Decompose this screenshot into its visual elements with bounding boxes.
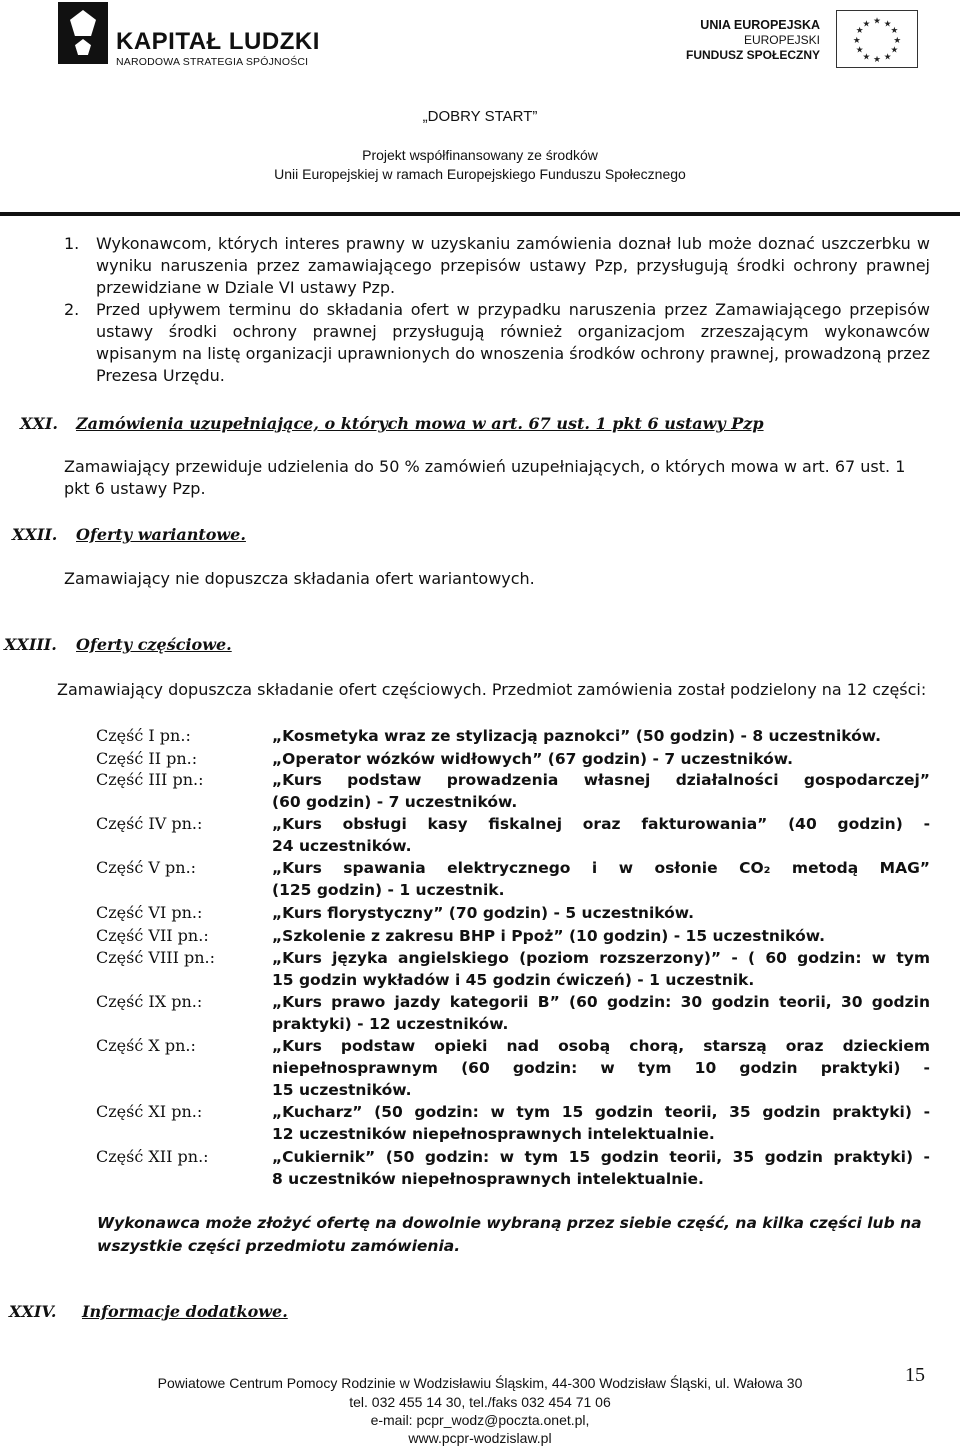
svg-text:★: ★ <box>862 52 871 63</box>
svg-text:★: ★ <box>883 52 892 63</box>
part-description-line: „Kurs podstaw opieki nad osobą chorą, starszą oraz dzieckiem <box>272 1037 930 1055</box>
section-xxii-number: XXII. <box>12 525 58 544</box>
header-divider <box>0 212 960 216</box>
part-description-line: 12 uczestników niepełnosprawnych intelektualnie. <box>272 1125 715 1143</box>
eu-logo-text <box>686 18 820 63</box>
part-label: Część VI pn.: <box>96 903 203 922</box>
section-xxiii-number: XXIII. <box>4 635 57 654</box>
kapital-ludzki-logo <box>58 2 350 74</box>
part-label: Część V pn.: <box>96 858 197 877</box>
closing-note: Wykonawca może złożyć ofertę na dowolnie wybraną przez siebie część, na kilka części lub na wszystkie części przedmiotu zamówienia. <box>97 1214 922 1255</box>
svg-text:★: ★ <box>890 26 899 37</box>
part-description <box>272 991 930 1035</box>
part-description-line: „Kucharz” (50 godzin: w tym 15 godzin teorii, 35 godzin praktyki) - <box>272 1103 930 1121</box>
section-xxi-title <box>76 413 764 435</box>
section-xxiv-number: XXIV. <box>9 1302 57 1321</box>
part-description-line: „Kurs florystyczny” (70 godzin) - 5 uczestników. <box>272 904 695 922</box>
part-description <box>272 1146 930 1190</box>
part-label: Część II pn.: <box>96 749 198 768</box>
svg-text:★: ★ <box>862 19 871 30</box>
part-description <box>272 1101 930 1145</box>
part-description-line: (60 godzin) - 7 uczestników. <box>272 793 518 811</box>
footer-email: e-mail: pcpr_wodz@poczta.onet.pl, <box>370 1412 590 1428</box>
logo-subtitle: NARODOWA STRATEGIA SPÓJNOŚCI <box>116 56 309 68</box>
eu-line1: UNIA EUROPEJSKA <box>700 18 820 32</box>
part-description-line: 24 uczestników. <box>272 837 412 855</box>
svg-text:★: ★ <box>893 35 902 46</box>
part-label: Część X pn.: <box>96 1036 196 1055</box>
cofinance-line1: Projekt współfinansowany ze środków <box>362 147 598 163</box>
section-xxiv-title-text: Informacje dodatkowe. <box>82 1302 288 1321</box>
part-description <box>272 925 930 947</box>
part-description-line: niepełnosprawnym (60 godzin: w tym 10 godzin praktyki) - <box>272 1059 930 1077</box>
section-xxi-number: XXI. <box>20 414 58 433</box>
part-description <box>272 725 930 747</box>
svg-text:★: ★ <box>855 26 864 37</box>
part-description-line: „Kurs spawania elektrycznego i w osłonie CO₂ metodą MAG” <box>272 859 930 877</box>
part-label: Część XII pn.: <box>96 1147 209 1166</box>
part-description-line: „Cukiernik” (50 godzin: w tym 15 godzin teorii, 35 godzin praktyki) - <box>272 1148 930 1166</box>
part-label: Część IX pn.: <box>96 992 203 1011</box>
footer-website: www.pcpr-wodzislaw.pl <box>408 1430 552 1446</box>
footer-address: Powiatowe Centrum Pomocy Rodzinie w Wodzisławiu Śląskim, 44-300 Wodzisław Śląski, ul. Wałowa 30 <box>157 1375 803 1391</box>
part-description-line: 15 uczestników. <box>272 1081 412 1099</box>
section-xxiv-title <box>82 1301 288 1323</box>
part-description-line: „Kurs podstaw prowadzenia własnej działalności gospodarczej” <box>272 771 930 789</box>
footer-phone: tel. 032 455 14 30, tel./faks 032 454 71 06 <box>349 1394 611 1410</box>
part-label: Część IV pn.: <box>96 814 203 833</box>
item-text: Przed upływem terminu do składania ofert w przypadku naruszenia przez Zamawiającego przepisów ustawy środki ochrony prawnej przysługują również organizacjom zrzeszającym wykonawców wpisanym na listę organizacji uprawnionych do wnoszenia środków ochrony prawnej, prowadzoną przez Prezesa Urzędu. <box>96 300 930 385</box>
eu-flag-icon <box>836 10 918 68</box>
part-description <box>272 902 930 924</box>
part-description-line: „Szkolenie z zakresu BHP i Ppoż” (10 godzin) - 15 uczestników. <box>272 927 826 945</box>
section-xxiii-title <box>76 634 232 656</box>
part-description <box>272 857 930 901</box>
part-description-line: praktyki) - 12 uczestników. <box>272 1015 509 1033</box>
part-description-line: 15 godzin wykładów i 45 godzin ćwiczeń) - 1 uczestnik. <box>272 971 755 989</box>
part-description-line: „Kurs obsługi kasy fiskalnej oraz fakturowania” (40 godzin) - <box>272 815 930 833</box>
part-description-line: 8 uczestników niepełnosprawnych intelektualnie. <box>272 1170 704 1188</box>
part-label: Część I pn.: <box>96 726 191 745</box>
item-text: Wykonawcom, których interes prawny w uzyskaniu zamówienia doznał lub może doznać uszczerbku w wyniku naruszenia przez zamawiającego przepisów ustawy Pzp, przysługują środki ochrony prawnej przewidziane w Dziale VI ustawy Pzp. <box>96 234 930 297</box>
eu-line2: EUROPEJSKI <box>743 33 820 47</box>
part-description <box>272 748 930 770</box>
section-xxii-title-text: Oferty wariantowe. <box>76 525 246 544</box>
svg-text:★: ★ <box>873 55 881 66</box>
part-description-line: „Operator wózków widłowych” (67 godzin) - 7 uczestników. <box>272 750 794 768</box>
section-xxiii-body: Zamawiający dopuszcza składanie ofert częściowych. Przedmiot zamówienia został podzielony na 12 części: <box>57 680 927 699</box>
item-number: 1. <box>64 234 80 253</box>
part-description <box>272 1035 930 1101</box>
part-description <box>272 769 930 813</box>
part-label: Część VII pn.: <box>96 926 209 945</box>
part-description-line: „Kurs prawo jazdy kategorii B” (60 godzin: 30 godzin teorii, 30 godzin <box>272 993 930 1011</box>
part-label: Część III pn.: <box>96 770 204 789</box>
page-number: 15 <box>905 1364 925 1386</box>
project-name: „DOBRY START” <box>422 108 538 125</box>
svg-text:★: ★ <box>873 16 881 27</box>
section-xxi-title-text: Zamówienia uzupełniające, o których mowa w art. 67 ust. 1 pkt 6 ustawy Pzp <box>76 414 764 433</box>
section-xxii-body: Zamawiający nie dopuszcza składania ofert wariantowych. <box>64 569 535 588</box>
svg-text:★: ★ <box>852 35 861 46</box>
cofinance-line2: Unii Europejskiej w ramach Europejskiego Funduszu Społecznego <box>274 166 686 182</box>
part-label: Część XI pn.: <box>96 1102 203 1121</box>
section-xxii-title <box>76 524 246 546</box>
logo-title: KAPITAŁ LUDZKI <box>116 28 320 55</box>
svg-text:★: ★ <box>855 45 864 56</box>
part-description-line: „Kurs języka angielskiego (poziom rozszerzony)” - ( 60 godzin: w tym <box>272 949 930 967</box>
part-label: Część VIII pn.: <box>96 948 216 967</box>
section-xxiii-title-text: Oferty częściowe. <box>76 635 232 654</box>
svg-text:★: ★ <box>883 19 892 30</box>
kapital-ludzki-emblem-icon <box>58 2 108 64</box>
part-description <box>272 947 930 991</box>
part-description <box>272 813 930 857</box>
part-description-line: „Kosmetyka wraz ze stylizacją paznokci” (50 godzin) - 8 uczestników. <box>272 727 882 745</box>
section-xxi-body: Zamawiający przewiduje udzielenia do 50 % zamówień uzupełniających, o których mowa w art. 67 ust. 1 pkt 6 ustawy Pzp. <box>64 457 906 498</box>
part-description-line: (125 godzin) - 1 uczestnik. <box>272 881 505 899</box>
svg-text:★: ★ <box>890 45 899 56</box>
eu-line3: FUNDUSZ SPOŁECZNY <box>685 48 820 62</box>
item-number: 2. <box>64 300 80 319</box>
